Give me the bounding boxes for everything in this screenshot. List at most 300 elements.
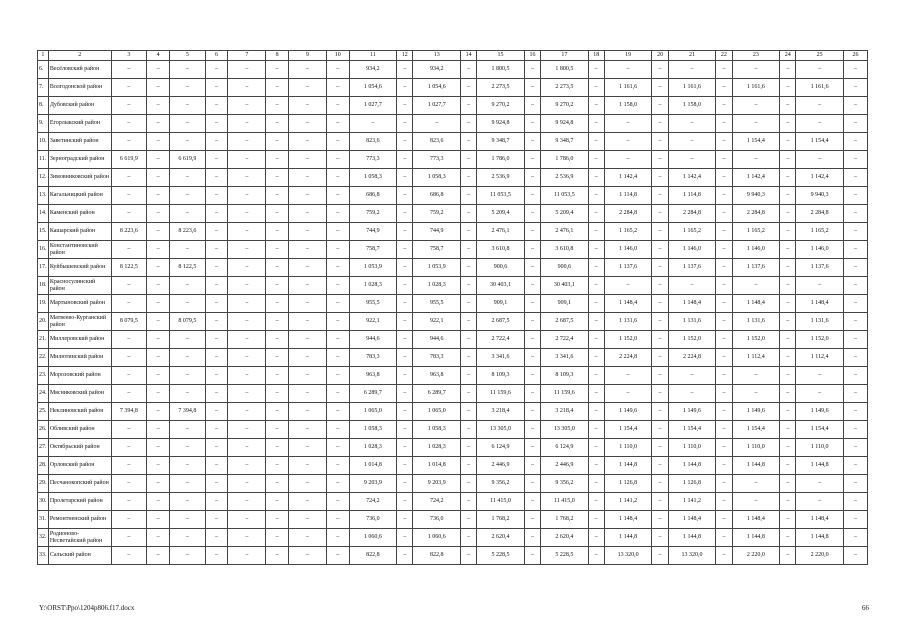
value-cell: 13 320,0 bbox=[668, 547, 716, 565]
value-cell: – bbox=[461, 97, 477, 115]
value-cell: – bbox=[266, 169, 289, 187]
row-number-cell: 12. bbox=[38, 169, 49, 187]
value-cell: 11 053,5 bbox=[477, 187, 525, 205]
value-cell: – bbox=[524, 331, 540, 349]
value-cell: – bbox=[205, 349, 228, 367]
row-number-cell: 32. bbox=[38, 529, 49, 547]
value-cell: – bbox=[524, 439, 540, 457]
value-cell: – bbox=[843, 421, 867, 439]
value-cell: 8 109,3 bbox=[477, 367, 525, 385]
value-cell: – bbox=[147, 79, 170, 97]
value-cell: – bbox=[461, 61, 477, 79]
column-number-cell: 26 bbox=[843, 51, 867, 61]
value-cell: 1 154,4 bbox=[732, 421, 780, 439]
district-name-cell: Егорлыкский район bbox=[48, 115, 111, 133]
value-cell: – bbox=[169, 547, 205, 565]
district-name-cell: Мясниковский район bbox=[48, 385, 111, 403]
value-cell: 2 620,4 bbox=[477, 529, 525, 547]
value-cell: – bbox=[147, 439, 170, 457]
column-number-cell: 24 bbox=[780, 51, 796, 61]
district-name-cell: Константиновский район bbox=[48, 241, 111, 259]
value-cell: – bbox=[147, 259, 170, 277]
value-cell: – bbox=[843, 97, 867, 115]
value-cell: 1 137,6 bbox=[796, 259, 844, 277]
value-cell: – bbox=[205, 205, 228, 223]
value-cell: 1 154,4 bbox=[604, 421, 652, 439]
value-cell: – bbox=[843, 151, 867, 169]
value-cell: 3 218,4 bbox=[541, 403, 589, 421]
value-cell: – bbox=[397, 187, 413, 205]
value-cell: – bbox=[588, 205, 604, 223]
row-number-cell: 11. bbox=[38, 151, 49, 169]
value-cell: – bbox=[326, 241, 349, 259]
column-number-cell: 11 bbox=[349, 51, 397, 61]
value-cell: – bbox=[228, 457, 266, 475]
value-cell: – bbox=[843, 331, 867, 349]
value-cell: – bbox=[111, 457, 147, 475]
value-cell: 1 161,6 bbox=[796, 79, 844, 97]
value-cell: – bbox=[780, 205, 796, 223]
district-name-cell: Каменский район bbox=[48, 205, 111, 223]
district-name-cell: Зерноградский район bbox=[48, 151, 111, 169]
row-number-cell: 13. bbox=[38, 187, 49, 205]
value-cell: – bbox=[326, 457, 349, 475]
value-cell: 724,2 bbox=[413, 493, 461, 511]
value-cell: 2 224,8 bbox=[604, 349, 652, 367]
value-cell: – bbox=[652, 223, 668, 241]
value-cell: – bbox=[588, 241, 604, 259]
value-cell: – bbox=[326, 529, 349, 547]
value-cell: – bbox=[652, 493, 668, 511]
value-cell: 1 786,0 bbox=[477, 151, 525, 169]
district-name-cell: Неклиновский район bbox=[48, 403, 111, 421]
value-cell: – bbox=[524, 277, 540, 295]
value-cell: – bbox=[652, 97, 668, 115]
district-name-cell: Родионово-Несветайский район bbox=[48, 529, 111, 547]
value-cell: – bbox=[843, 547, 867, 565]
value-cell: – bbox=[266, 439, 289, 457]
value-cell: 744,9 bbox=[349, 223, 397, 241]
district-name-cell: Сальский район bbox=[48, 547, 111, 565]
value-cell: – bbox=[461, 277, 477, 295]
value-cell: – bbox=[111, 115, 147, 133]
value-cell: – bbox=[780, 277, 796, 295]
value-cell: – bbox=[588, 349, 604, 367]
value-cell: – bbox=[796, 115, 844, 133]
district-name-cell: Матвеево-Курганский район bbox=[48, 313, 111, 331]
value-cell: – bbox=[147, 547, 170, 565]
value-cell: 8 122,5 bbox=[169, 259, 205, 277]
value-cell: – bbox=[266, 349, 289, 367]
district-name-cell: Кагальницкий район bbox=[48, 187, 111, 205]
value-cell: 736,0 bbox=[413, 511, 461, 529]
value-cell: – bbox=[716, 61, 732, 79]
value-cell: 823,6 bbox=[413, 133, 461, 151]
value-cell: – bbox=[326, 313, 349, 331]
column-number-row bbox=[38, 51, 868, 61]
value-cell: 759,2 bbox=[413, 205, 461, 223]
value-cell: – bbox=[205, 547, 228, 565]
table-row bbox=[38, 205, 868, 223]
value-cell: – bbox=[397, 457, 413, 475]
value-cell: – bbox=[326, 367, 349, 385]
value-cell: – bbox=[843, 61, 867, 79]
table-row bbox=[38, 331, 868, 349]
value-cell: – bbox=[147, 529, 170, 547]
value-cell: – bbox=[228, 439, 266, 457]
value-cell: – bbox=[716, 187, 732, 205]
table-row bbox=[38, 223, 868, 241]
value-cell: 8 122,5 bbox=[111, 259, 147, 277]
value-cell: – bbox=[205, 61, 228, 79]
value-cell: 2 220,0 bbox=[732, 547, 780, 565]
value-cell: – bbox=[461, 187, 477, 205]
value-cell: – bbox=[288, 457, 326, 475]
value-cell: – bbox=[205, 241, 228, 259]
value-cell: – bbox=[780, 79, 796, 97]
value-cell: – bbox=[780, 529, 796, 547]
page-number: 66 bbox=[862, 604, 869, 612]
value-cell: – bbox=[588, 421, 604, 439]
value-cell: – bbox=[228, 133, 266, 151]
column-number-cell: 17 bbox=[541, 51, 589, 61]
value-cell: 11 415,0 bbox=[541, 493, 589, 511]
value-cell: – bbox=[111, 187, 147, 205]
value-cell: – bbox=[716, 457, 732, 475]
value-cell: 3 341,6 bbox=[477, 349, 525, 367]
value-cell: – bbox=[588, 277, 604, 295]
value-cell: – bbox=[169, 205, 205, 223]
value-cell: 2 687,5 bbox=[541, 313, 589, 331]
value-cell: – bbox=[205, 511, 228, 529]
district-name-cell: Миллеровский район bbox=[48, 331, 111, 349]
value-cell: 1 165,2 bbox=[796, 223, 844, 241]
value-cell: – bbox=[288, 493, 326, 511]
value-cell: 1 144,8 bbox=[732, 529, 780, 547]
value-cell: – bbox=[326, 547, 349, 565]
value-cell: – bbox=[111, 385, 147, 403]
column-number-cell: 4 bbox=[147, 51, 170, 61]
row-number-cell: 33. bbox=[38, 547, 49, 565]
value-cell: – bbox=[228, 529, 266, 547]
value-cell: – bbox=[147, 331, 170, 349]
value-cell: – bbox=[780, 115, 796, 133]
value-cell: 9 270,2 bbox=[541, 97, 589, 115]
value-cell: – bbox=[266, 133, 289, 151]
value-cell: – bbox=[205, 97, 228, 115]
value-cell: – bbox=[228, 403, 266, 421]
value-cell: 1 112,4 bbox=[796, 349, 844, 367]
value-cell: – bbox=[461, 79, 477, 97]
value-cell: – bbox=[796, 151, 844, 169]
value-cell: 1 148,4 bbox=[668, 295, 716, 313]
value-cell: – bbox=[732, 385, 780, 403]
value-cell: – bbox=[652, 133, 668, 151]
value-cell: – bbox=[652, 169, 668, 187]
value-cell: 6 289,7 bbox=[349, 385, 397, 403]
value-cell: – bbox=[780, 439, 796, 457]
value-cell: 1 158,0 bbox=[668, 97, 716, 115]
value-cell: – bbox=[588, 151, 604, 169]
value-cell: – bbox=[111, 367, 147, 385]
value-cell: – bbox=[397, 295, 413, 313]
value-cell: – bbox=[780, 493, 796, 511]
value-cell: – bbox=[843, 295, 867, 313]
value-cell: 9 924,8 bbox=[477, 115, 525, 133]
table-row bbox=[38, 97, 868, 115]
value-cell: – bbox=[796, 493, 844, 511]
column-number-cell: 19 bbox=[604, 51, 652, 61]
value-cell: – bbox=[326, 79, 349, 97]
row-number-cell: 7. bbox=[38, 79, 49, 97]
table-row bbox=[38, 313, 868, 331]
value-cell: 1 146,0 bbox=[604, 241, 652, 259]
value-cell: 758,7 bbox=[349, 241, 397, 259]
value-cell: – bbox=[205, 367, 228, 385]
value-cell: – bbox=[326, 259, 349, 277]
value-cell: – bbox=[205, 259, 228, 277]
value-cell: – bbox=[205, 133, 228, 151]
value-cell: – bbox=[397, 367, 413, 385]
value-cell: – bbox=[266, 205, 289, 223]
value-cell: – bbox=[716, 331, 732, 349]
value-cell: – bbox=[111, 493, 147, 511]
value-cell: – bbox=[228, 97, 266, 115]
value-cell: – bbox=[397, 493, 413, 511]
value-cell: – bbox=[461, 511, 477, 529]
column-number-cell: 3 bbox=[111, 51, 147, 61]
value-cell: – bbox=[843, 241, 867, 259]
value-cell: – bbox=[111, 421, 147, 439]
table-row bbox=[38, 511, 868, 529]
value-cell: 1 786,0 bbox=[541, 151, 589, 169]
value-cell: – bbox=[524, 421, 540, 439]
value-cell: – bbox=[796, 385, 844, 403]
value-cell: – bbox=[228, 151, 266, 169]
value-cell: 922,1 bbox=[349, 313, 397, 331]
value-cell: – bbox=[288, 115, 326, 133]
row-number-cell: 15. bbox=[38, 223, 49, 241]
value-cell: – bbox=[147, 313, 170, 331]
table-row bbox=[38, 61, 868, 79]
value-cell: – bbox=[652, 547, 668, 565]
value-cell: – bbox=[588, 439, 604, 457]
district-name-cell: Зимовниковский район bbox=[48, 169, 111, 187]
value-cell: – bbox=[397, 79, 413, 97]
value-cell: 822,8 bbox=[349, 547, 397, 565]
district-name-cell: Кашарский район bbox=[48, 223, 111, 241]
value-cell: 2 620,4 bbox=[541, 529, 589, 547]
value-cell: – bbox=[326, 403, 349, 421]
value-cell: – bbox=[228, 79, 266, 97]
value-cell: – bbox=[780, 367, 796, 385]
value-cell: 773,3 bbox=[349, 151, 397, 169]
value-cell: – bbox=[326, 115, 349, 133]
value-cell: – bbox=[111, 133, 147, 151]
value-cell: 2 476,1 bbox=[541, 223, 589, 241]
value-cell: – bbox=[461, 475, 477, 493]
value-cell: – bbox=[780, 403, 796, 421]
value-cell: – bbox=[228, 241, 266, 259]
value-cell: – bbox=[780, 241, 796, 259]
value-cell: – bbox=[397, 547, 413, 565]
value-cell: 9 356,2 bbox=[477, 475, 525, 493]
value-cell: – bbox=[588, 313, 604, 331]
district-name-cell: Песчанокопский район bbox=[48, 475, 111, 493]
value-cell: – bbox=[266, 403, 289, 421]
value-cell: – bbox=[397, 241, 413, 259]
table-row bbox=[38, 475, 868, 493]
value-cell: 1 149,6 bbox=[604, 403, 652, 421]
value-cell: – bbox=[169, 421, 205, 439]
value-cell: – bbox=[326, 295, 349, 313]
value-cell: – bbox=[266, 151, 289, 169]
value-cell: – bbox=[716, 79, 732, 97]
value-cell: – bbox=[205, 493, 228, 511]
row-number-cell: 29. bbox=[38, 475, 49, 493]
district-name-cell: Заветинский район bbox=[48, 133, 111, 151]
value-cell: 2 536,9 bbox=[477, 169, 525, 187]
value-cell: – bbox=[147, 475, 170, 493]
district-name-cell: Куйбышевский район bbox=[48, 259, 111, 277]
value-cell: – bbox=[397, 349, 413, 367]
value-cell: 1 146,0 bbox=[732, 241, 780, 259]
value-cell: – bbox=[588, 295, 604, 313]
value-cell: 5 228,5 bbox=[477, 547, 525, 565]
value-cell: – bbox=[524, 403, 540, 421]
value-cell: 6 124,9 bbox=[541, 439, 589, 457]
value-cell: – bbox=[111, 169, 147, 187]
table-row bbox=[38, 403, 868, 421]
value-cell: 1 027,7 bbox=[413, 97, 461, 115]
value-cell: 9 940,3 bbox=[796, 187, 844, 205]
value-cell: – bbox=[588, 61, 604, 79]
district-name-cell: Октябрьский район bbox=[48, 439, 111, 457]
value-cell: – bbox=[652, 331, 668, 349]
value-cell: – bbox=[796, 367, 844, 385]
value-cell: – bbox=[524, 151, 540, 169]
value-cell: – bbox=[461, 367, 477, 385]
value-cell: 934,2 bbox=[413, 61, 461, 79]
value-cell: – bbox=[652, 79, 668, 97]
value-cell: – bbox=[326, 205, 349, 223]
district-name-cell: Пролетарский район bbox=[48, 493, 111, 511]
value-cell: 1 137,6 bbox=[732, 259, 780, 277]
value-cell: – bbox=[588, 367, 604, 385]
value-cell: – bbox=[588, 169, 604, 187]
value-cell: – bbox=[780, 457, 796, 475]
value-cell: – bbox=[397, 511, 413, 529]
value-cell: – bbox=[461, 313, 477, 331]
value-cell: – bbox=[111, 529, 147, 547]
value-cell: 1 146,0 bbox=[668, 241, 716, 259]
value-cell: – bbox=[668, 151, 716, 169]
value-cell: 1 146,0 bbox=[796, 241, 844, 259]
value-cell: – bbox=[397, 313, 413, 331]
value-cell: – bbox=[588, 187, 604, 205]
value-cell: – bbox=[461, 151, 477, 169]
value-cell: – bbox=[326, 439, 349, 457]
value-cell: 7 394,8 bbox=[169, 403, 205, 421]
value-cell: – bbox=[652, 529, 668, 547]
value-cell: 2 722,4 bbox=[477, 331, 525, 349]
value-cell: – bbox=[397, 133, 413, 151]
column-number-cell: 25 bbox=[796, 51, 844, 61]
value-cell: 8 109,3 bbox=[541, 367, 589, 385]
value-cell: – bbox=[111, 97, 147, 115]
value-cell: – bbox=[169, 277, 205, 295]
value-cell: – bbox=[716, 313, 732, 331]
value-cell: – bbox=[716, 367, 732, 385]
table-row bbox=[38, 187, 868, 205]
value-cell: – bbox=[652, 61, 668, 79]
value-cell: 934,2 bbox=[349, 61, 397, 79]
value-cell: – bbox=[524, 547, 540, 565]
value-cell: 1 126,8 bbox=[668, 475, 716, 493]
value-cell: 1 065,0 bbox=[413, 403, 461, 421]
district-name-cell: Морозовский район bbox=[48, 367, 111, 385]
value-cell: – bbox=[205, 403, 228, 421]
value-cell: 1 768,2 bbox=[477, 511, 525, 529]
value-cell: – bbox=[524, 205, 540, 223]
value-cell: – bbox=[266, 79, 289, 97]
value-cell: – bbox=[397, 331, 413, 349]
value-cell: – bbox=[326, 223, 349, 241]
district-name-cell: Красносулинский район bbox=[48, 277, 111, 295]
value-cell: – bbox=[604, 115, 652, 133]
value-cell: – bbox=[111, 547, 147, 565]
value-cell: 909,1 bbox=[541, 295, 589, 313]
value-cell: – bbox=[228, 187, 266, 205]
value-cell: – bbox=[780, 97, 796, 115]
value-cell: – bbox=[732, 61, 780, 79]
value-cell: – bbox=[668, 133, 716, 151]
value-cell: 1 027,7 bbox=[349, 97, 397, 115]
value-cell: 1 028,3 bbox=[413, 277, 461, 295]
row-number-cell: 21. bbox=[38, 331, 49, 349]
value-cell: 2 446,9 bbox=[541, 457, 589, 475]
value-cell: 759,2 bbox=[349, 205, 397, 223]
value-cell: – bbox=[843, 277, 867, 295]
value-cell: 1 054,6 bbox=[349, 79, 397, 97]
value-cell: 3 218,4 bbox=[477, 403, 525, 421]
value-cell: – bbox=[716, 241, 732, 259]
value-cell: – bbox=[461, 223, 477, 241]
column-number-cell: 9 bbox=[288, 51, 326, 61]
value-cell: 1 154,4 bbox=[796, 133, 844, 151]
value-cell: 1 065,0 bbox=[349, 403, 397, 421]
value-cell: – bbox=[588, 529, 604, 547]
value-cell: – bbox=[228, 313, 266, 331]
value-cell: 1 154,4 bbox=[668, 421, 716, 439]
row-number-cell: 18. bbox=[38, 277, 49, 295]
value-cell: – bbox=[147, 241, 170, 259]
value-cell: 1 014,8 bbox=[349, 457, 397, 475]
value-cell: – bbox=[326, 331, 349, 349]
value-cell: – bbox=[266, 367, 289, 385]
value-cell: – bbox=[169, 295, 205, 313]
value-cell: 1 110,0 bbox=[668, 439, 716, 457]
value-cell: – bbox=[652, 205, 668, 223]
value-cell: 783,3 bbox=[349, 349, 397, 367]
value-cell: – bbox=[288, 97, 326, 115]
value-cell: – bbox=[732, 367, 780, 385]
value-cell: 1 165,2 bbox=[732, 223, 780, 241]
value-cell: – bbox=[147, 115, 170, 133]
value-cell: 1 800,5 bbox=[477, 61, 525, 79]
value-cell: – bbox=[652, 313, 668, 331]
value-cell: – bbox=[716, 529, 732, 547]
